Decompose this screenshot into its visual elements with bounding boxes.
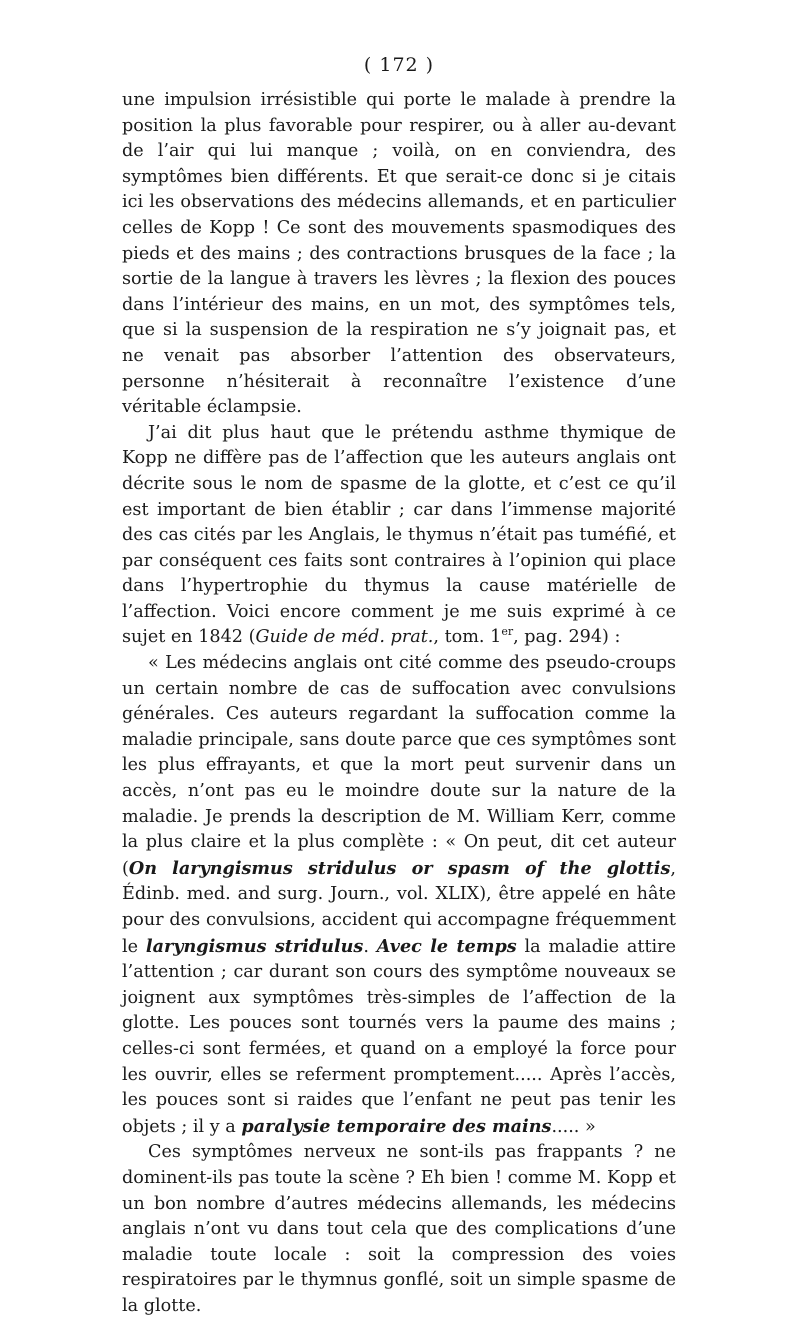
laryngismus-term: laryngismus stridulus	[145, 935, 364, 957]
paragraph-3-text-d: la maladie attire l’attention ; car durant son cours des symptôme nouveaux se joignent aux symptômes très-simples de l’affection de la glotte. Les pouces sont tournés vers la paume des mains ; celles-ci sont fermées, et quand on a employé la force pour les ouvrir, elles se referment promptement..... Après l’accès, les pouces sont si raides que l’enfant ne peut pas tenir les objets ; il y a	[122, 936, 677, 1137]
paragraph-3-text-e: ..... »	[551, 1116, 596, 1137]
kerr-article-title: On laryngismus stridulus or spasm of the glottis	[128, 857, 671, 879]
book-page	[122, 52, 676, 1320]
superscript-er: er	[501, 625, 514, 639]
avec-le-temps: Avec le temps	[376, 935, 517, 957]
guide-title: Guide de méd. prat.	[255, 627, 434, 648]
paragraph-2	[122, 421, 676, 651]
paragraph-2-text-b: , tom. 1	[433, 627, 502, 648]
paragraph-1: une impulsion irrésistible qui porte le malade à prendre la position la plus favorable pour respirer, ou à aller au-devant de l’air qui lui manque ; voilà, on en conviendra, des symptômes bien différents. Et que serait-ce donc si je citais ici les observations des médecins allemands, et en particulier celles de Kopp ! Ce sont des mouvements spasmodiques des pieds et des mains ; des contractions brusques de la face ; la sortie de la langue à travers les lèvres ; la flexion des pouces dans l’intérieur des mains, en un mot, des symptômes tels, que si la suspension de la respiration ne s’y joignait pas, et ne venait pas absorber l’attention des observateurs, personne n’hésiterait à reconnaître l’existence d’une véritable éclampsie.	[122, 90, 676, 418]
paragraph-3-text-c: .	[363, 936, 377, 957]
paragraph-3	[122, 651, 676, 1140]
page-number: ( 172 )	[363, 54, 435, 76]
paragraph-3-text-a: « Les médecins anglais ont cité comme des pseudo-croups un certain nombre de cas de suffocation avec convulsions générales. Ces auteurs regardant la suffocation comme la maladie principale, sans doute parce que ces symptômes sont les plus effrayants, et que la mort peut survenir dans un accès, n’ont pas eu le moindre doute sur la nature de la maladie. Je prends la description de M. William Kerr, comme la plus claire et la plus complète : « On peut, dit cet auteur (	[122, 653, 676, 879]
paralysie-term: paralysie temporaire des mains	[241, 1115, 552, 1137]
paragraph-2-text-a: J’ai dit plus haut que le prétendu asthme thymique de Kopp ne diffère pas de l’affection que les auteurs anglais ont décrite sous le nom de spasme de la glotte, et c’est ce qu’il est important de bien établir ; car dans l’immense majorité des cas cités par les Anglais, le thymus n’était pas tuméfié, et par conséquent ces faits sont contraires à l’opinion qui place dans l’hypertrophie du thymus la cause matérielle de l’affection. Voici encore comment je me suis exprimé à ce sujet en 1842 (	[122, 422, 676, 648]
paragraph-2-text-c: , pag. 294) :	[513, 627, 621, 648]
paragraph-3-text-b: , Édinb. med. and surg. Journ., vol. XLIX), être appelé en hâte pour des convulsions, accident qui accompagne fréquemment le	[122, 858, 676, 957]
paragraph-4: Ces symptômes nerveux ne sont-ils pas frappants ? ne dominent-ils pas toute la scène ? Eh bien ! comme M. Kopp et un bon nombre d’autres médecins allemands, les médecins anglais n’ont vu dans tout cela que des complications d’une maladie toute locale : soit la compression des voies respiratoires par le thymnus gonflé, soit un simple spasme de la glotte.	[122, 1142, 676, 1316]
